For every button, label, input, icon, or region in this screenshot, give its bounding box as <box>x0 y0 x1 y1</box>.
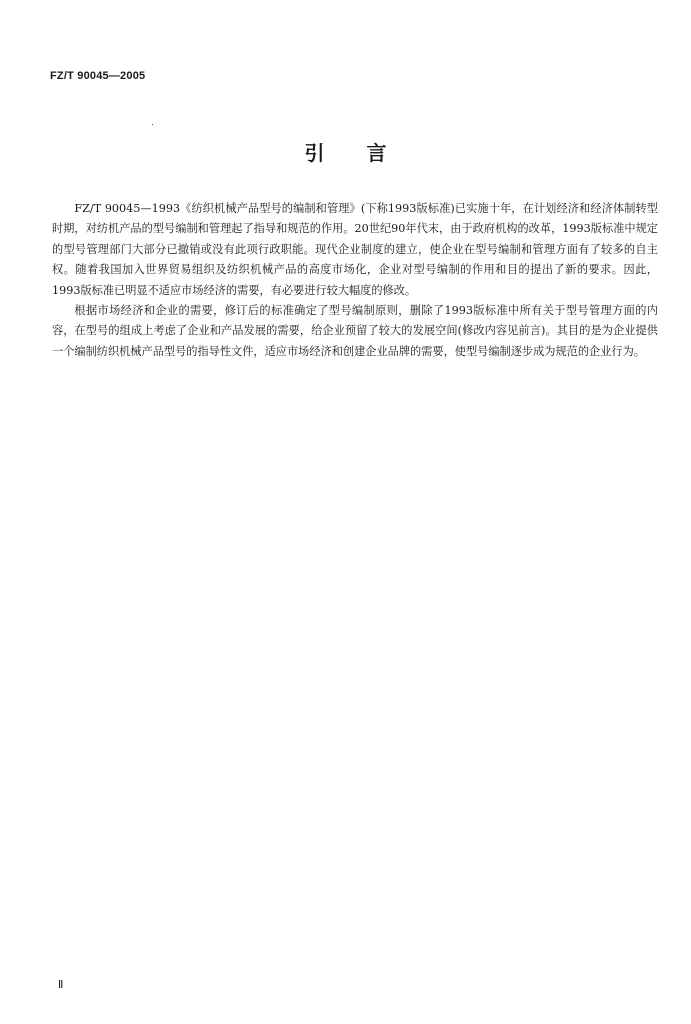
paragraph: FZ/T 90045—1993《纺织机械产品型号的编制和管理》(下称1993版标准)已实施十年，在计划经济和经济体制转型时期，对纺机产品的型号编制和管理起了指导和规范的作用。20世纪90年代末，由于政府机构的改革，1993版标准中规定的型号管理部门大部分已撤销或没有此项行政职能。现代企业制度的建立，使企业在型号编制和管理方面有了较多的自主权。随着我国加入世界贸易组织及纺织机械产品的高度市场化，企业对型号编制的作用和目的提出了新的要求。因此，1993版标准已明显不适应市场经济的需要，有必要进行较大幅度的修改。 <box>52 202 658 297</box>
standard-code: FZ/T 90045—2005 <box>50 70 146 82</box>
page-title: 引言 <box>304 141 429 165</box>
paragraph: 根据市场经济和企业的需要，修订后的标准确定了型号编制原则，删除了1993版标准中所有关于型号管理方面的内容，在型号的组成上考虑了企业和产品发展的需要，给企业预留了较大的发展空间(修改内容见前言)。其目的是为企业提供一个编制纺织机械产品型号的指导性文件，适应市场经济和创建企业品牌的需要，使型号编制逐步成为规范的企业行为。 <box>52 304 658 358</box>
document-body <box>52 199 658 362</box>
page-number: Ⅱ <box>58 979 64 991</box>
scan-speck <box>152 124 153 125</box>
